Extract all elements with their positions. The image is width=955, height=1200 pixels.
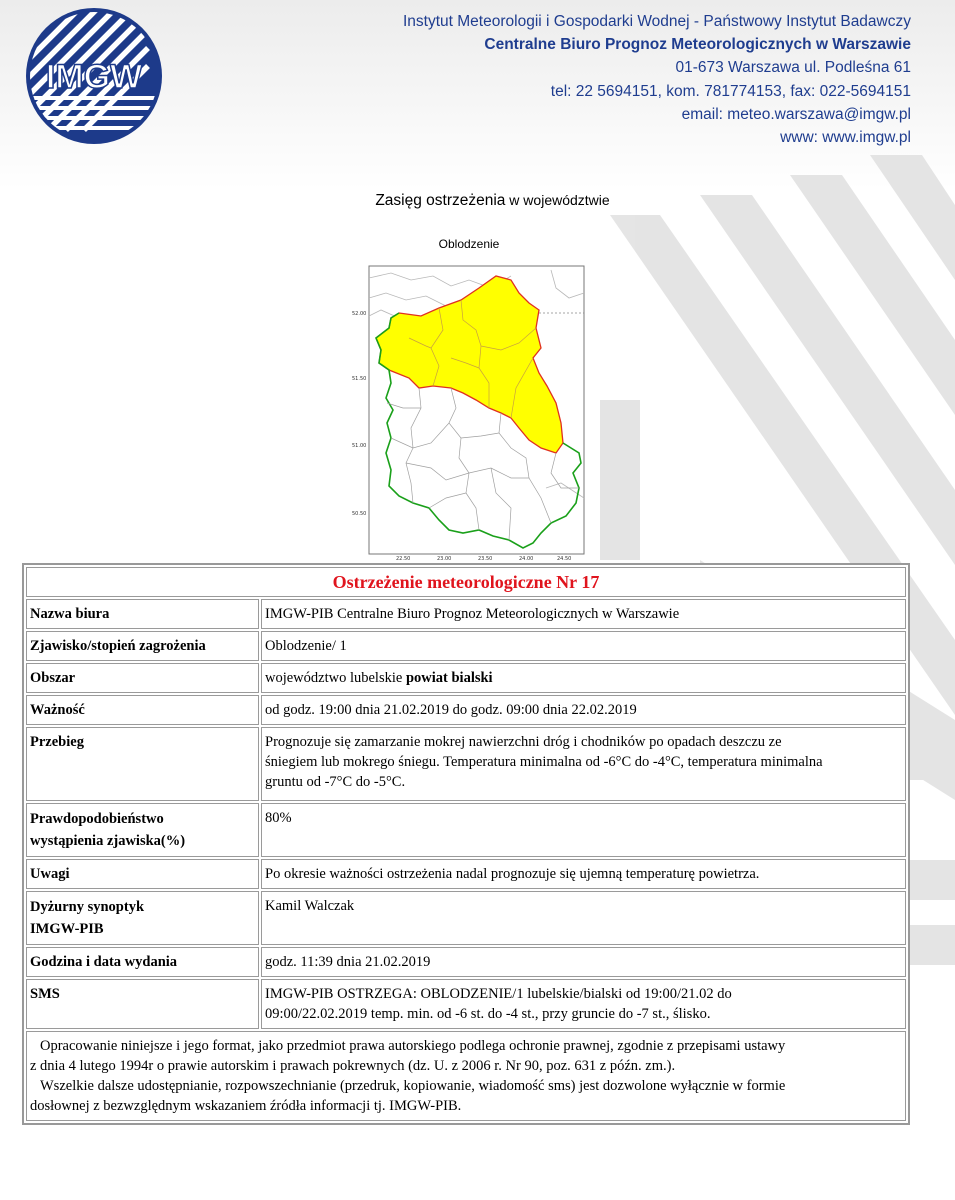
- office-label: Nazwa biura: [26, 599, 259, 629]
- course-label: Przebieg: [26, 727, 259, 801]
- sms-value: IMGW-PIB OSTRZEGA: OBLODZENIE/1 lubelskie/bialski od 19:00/21.02 do 09:00/22.02.2019 temp. min. od -6 st. do -4 st., przy gruncie do -7 st., ślisko.: [261, 979, 906, 1029]
- institute-name: Instytut Meteorologii i Gospodarki Wodnej - Państwowy Instytut Badawczy: [403, 13, 911, 30]
- table-row: [26, 695, 906, 725]
- title-row: [26, 567, 906, 597]
- issued-label: Godzina i data wydania: [26, 947, 259, 977]
- copyright-notice: Opracowanie niniejsze i jego format, jako przedmiot prawa autorskiego podlega ochronie prawnej, zgodnie z przepisami ustawy z dnia 4 lutego 1994r o prawie autorskim i prawach pokrewnych (dz. U. z 2006 r. Nr 90, poz. 631 z późn. zm.). Wszelkie dalsze udostępnianie, rozpowszechnianie (przedruk, kopiowanie, wiadomość sms) jest dozwolone wyłącznie w formie dosłownej z bezwzględnym wskazaniem źródła informacji tj. IMGW-PIB.: [26, 1031, 906, 1121]
- table-row: [26, 979, 906, 1029]
- area-label: Obszar: [26, 663, 259, 693]
- forecaster-label: Dyżurny synoptyk IMGW-PIB: [26, 891, 259, 945]
- contact-block: [403, 10, 911, 149]
- office-name: Centralne Biuro Prognoz Meteorologicznych w Warszawie: [484, 36, 911, 54]
- warning-table: [22, 563, 910, 1125]
- footer-row: [26, 1031, 906, 1121]
- phone: tel: 22 5694151, kom. 781774153, fax: 022-5694151: [550, 82, 911, 100]
- course-value: Prognozuje się zamarzanie mokrej nawierzchni dróg i chodników po opadach deszczu ze śniegiem lub mokrego śniegu. Temperatura minimalna od -6°C do -4°C, temperatura minimalna gruntu od -7°C do -5°C.: [261, 727, 906, 801]
- remarks-value: Po okresie ważności ostrzeżenia nadal prognozuje się ujemną temperaturę powietrza.: [261, 859, 906, 889]
- lon-label-1: 22.50: [396, 556, 411, 560]
- table-row: [26, 727, 906, 801]
- warning-title: Ostrzeżenie meteorologiczne Nr 17: [26, 567, 906, 597]
- table-row: [26, 947, 906, 977]
- issued-value: godz. 11:39 dnia 21.02.2019: [261, 947, 906, 977]
- map-title: Zasięg ostrzeżenia w województwie: [375, 192, 610, 209]
- website[interactable]: www: www.imgw.pl: [780, 129, 911, 147]
- lat-label-51: 51.00: [352, 443, 367, 449]
- sms-label: SMS: [26, 979, 259, 1029]
- validity-label: Ważność: [26, 695, 259, 725]
- lat-label-51-5: 51.50: [352, 376, 367, 382]
- lat-label-50-5: 50.50: [352, 511, 367, 517]
- remarks-label: Uwagi: [26, 859, 259, 889]
- area-value: województwo lubelskie powiat bialski: [261, 663, 906, 693]
- warning-area-map: [351, 258, 591, 560]
- lon-label-5: 24.50: [557, 556, 572, 560]
- phenomenon-value: Oblodzenie/ 1: [261, 631, 906, 661]
- table-row: [26, 599, 906, 629]
- validity-value: od godz. 19:00 dnia 21.02.2019 do godz. 09:00 dnia 22.02.2019: [261, 695, 906, 725]
- lon-label-2: 23.00: [437, 556, 452, 560]
- table-row: [26, 631, 906, 661]
- table-row: [26, 663, 906, 693]
- table-row: [26, 891, 906, 945]
- map-subtitle: Oblodzenie: [438, 237, 500, 251]
- imgw-logo: [24, 6, 164, 146]
- lat-label-52: 52.00: [352, 311, 367, 317]
- phenomenon-label: Zjawisko/stopień zagrożenia: [26, 631, 259, 661]
- area-county: powiat bialski: [405, 670, 493, 686]
- lon-label-4: 24.00: [519, 556, 534, 560]
- forecaster-value: Kamil Walczak: [261, 891, 906, 945]
- table-row: [26, 859, 906, 889]
- office-value: IMGW-PIB Centralne Biuro Prognoz Meteorologicznych w Warszawie: [261, 599, 906, 629]
- probability-label: Prawdopodobieństwo wystąpienia zjawiska(%): [26, 803, 259, 857]
- address: 01-673 Warszawa ul. Podleśna 61: [675, 59, 911, 77]
- email[interactable]: email: meteo.warszawa@imgw.pl: [681, 105, 911, 123]
- logo-text: IMGW: [45, 58, 143, 96]
- probability-value: 80%: [261, 803, 906, 857]
- table-row: [26, 803, 906, 857]
- lon-label-3: 23.50: [478, 556, 493, 560]
